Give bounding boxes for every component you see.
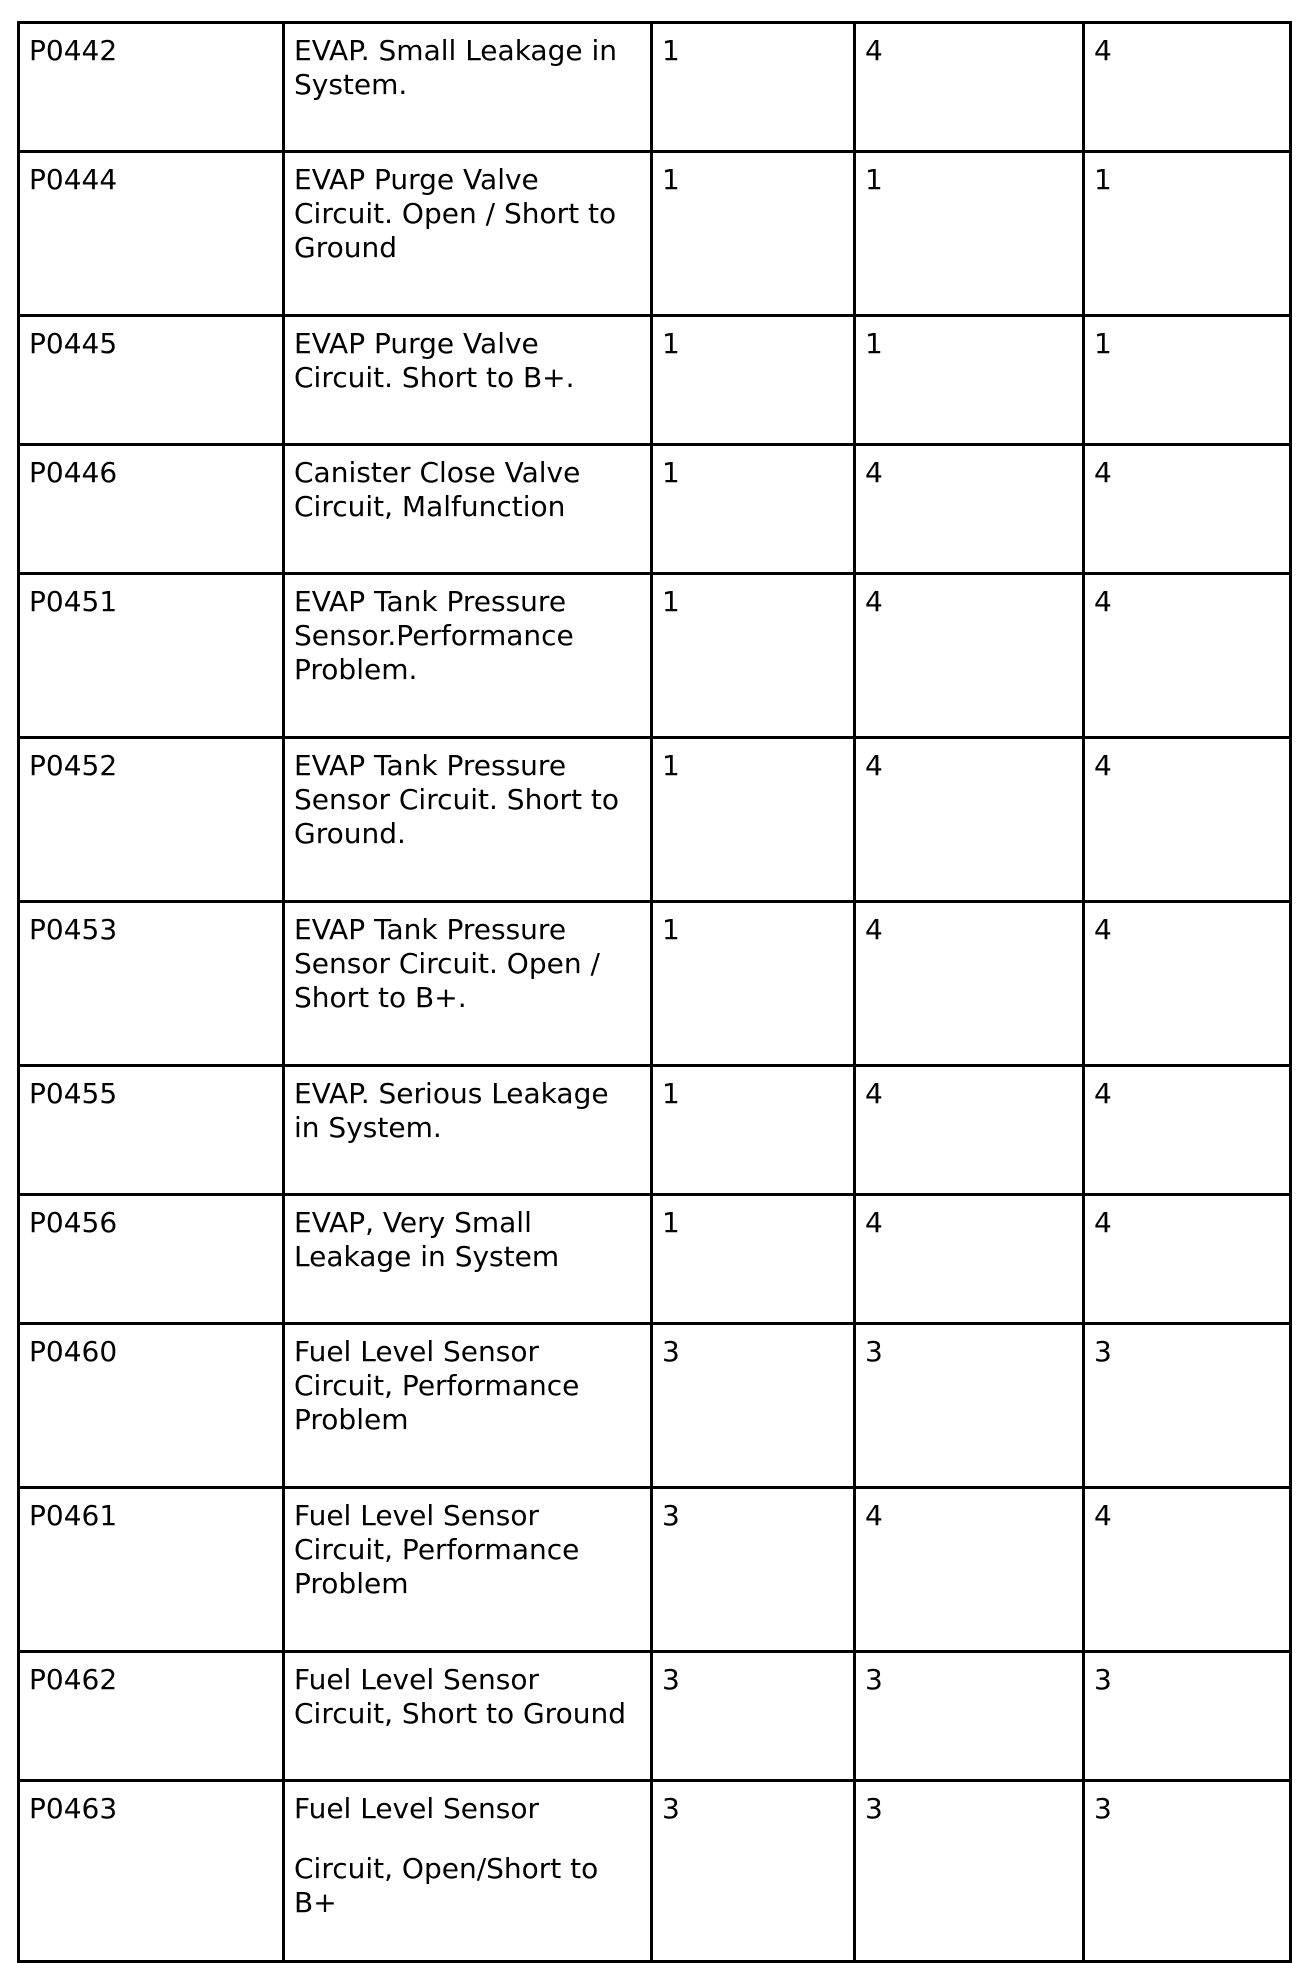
table-row (19, 1652, 1291, 1781)
table-row (19, 152, 1291, 316)
value-cell-3: 4 (1084, 23, 1291, 152)
description-line: Problem. (294, 653, 418, 686)
value-cell-1: 1 (652, 152, 855, 316)
description-line: EVAP. Serious Leakage (294, 1077, 609, 1110)
dtc-description-cell (284, 316, 652, 445)
table-row (19, 316, 1291, 445)
table-row (19, 902, 1291, 1066)
value-cell-2: 1 (855, 152, 1084, 316)
description-line: Circuit. Short to B+. (294, 361, 575, 394)
description-line: Problem (294, 1567, 409, 1600)
table-row (19, 23, 1291, 152)
description-line: B+ (294, 1886, 337, 1919)
description-line: Fuel Level Sensor (294, 1792, 540, 1825)
dtc-code-cell: P0456 (19, 1195, 284, 1324)
dtc-description-cell (284, 445, 652, 574)
description-gap (294, 1826, 642, 1852)
description-line: Fuel Level Sensor (294, 1335, 540, 1368)
dtc-code-cell: P0451 (19, 574, 284, 738)
value-cell-2: 4 (855, 1488, 1084, 1652)
value-cell-2: 3 (855, 1652, 1084, 1781)
description-line: Ground (294, 231, 397, 264)
table-row (19, 574, 1291, 738)
description-line: Short to B+. (294, 981, 467, 1014)
value-cell-2: 4 (855, 1195, 1084, 1324)
dtc-code-cell: P0453 (19, 902, 284, 1066)
description-line: Ground. (294, 817, 406, 850)
description-line: Fuel Level Sensor (294, 1663, 540, 1696)
description-line: Sensor Circuit. Short to (294, 783, 619, 816)
description-line: EVAP Purge Valve (294, 163, 539, 196)
dtc-table (17, 21, 1292, 1963)
description-line: EVAP Tank Pressure (294, 749, 567, 782)
value-cell-3: 1 (1084, 316, 1291, 445)
value-cell-3: 4 (1084, 445, 1291, 574)
description-line: in System. (294, 1111, 442, 1144)
dtc-description-cell (284, 574, 652, 738)
value-cell-3: 4 (1084, 902, 1291, 1066)
dtc-description-cell (284, 1781, 652, 1962)
value-cell-3: 4 (1084, 1488, 1291, 1652)
table-row (19, 1066, 1291, 1195)
description-line: Circuit, Performance (294, 1533, 580, 1566)
table-row (19, 445, 1291, 574)
dtc-description-cell (284, 23, 652, 152)
value-cell-1: 1 (652, 1195, 855, 1324)
value-cell-2: 4 (855, 1066, 1084, 1195)
value-cell-2: 4 (855, 574, 1084, 738)
value-cell-3: 4 (1084, 574, 1291, 738)
value-cell-3: 4 (1084, 1195, 1291, 1324)
dtc-description-cell (284, 1066, 652, 1195)
dtc-code-cell: P0462 (19, 1652, 284, 1781)
description-line: EVAP Tank Pressure (294, 585, 567, 618)
description-line: Circuit, Open/Short to (294, 1852, 599, 1885)
value-cell-1: 1 (652, 23, 855, 152)
value-cell-1: 1 (652, 902, 855, 1066)
description-line: EVAP Purge Valve (294, 327, 539, 360)
dtc-code-cell: P0452 (19, 738, 284, 902)
dtc-description-cell (284, 738, 652, 902)
table-row (19, 738, 1291, 902)
description-line: Sensor Circuit. Open / (294, 947, 600, 980)
value-cell-2: 1 (855, 316, 1084, 445)
dtc-code-cell: P0444 (19, 152, 284, 316)
dtc-code-cell: P0445 (19, 316, 284, 445)
value-cell-1: 1 (652, 738, 855, 902)
description-line: Circuit, Performance (294, 1369, 580, 1402)
description-line: Canister Close Valve (294, 456, 581, 489)
value-cell-2: 4 (855, 738, 1084, 902)
dtc-code-cell: P0455 (19, 1066, 284, 1195)
description-line: Circuit. Open / Short to (294, 197, 617, 230)
value-cell-1: 3 (652, 1781, 855, 1962)
value-cell-3: 3 (1084, 1652, 1291, 1781)
value-cell-2: 4 (855, 902, 1084, 1066)
dtc-code-cell: P0442 (19, 23, 284, 152)
value-cell-3: 1 (1084, 152, 1291, 316)
description-line: Circuit, Malfunction (294, 490, 566, 523)
dtc-code-cell: P0460 (19, 1324, 284, 1488)
value-cell-2: 3 (855, 1781, 1084, 1962)
description-line: Sensor.Performance (294, 619, 574, 652)
value-cell-3: 3 (1084, 1324, 1291, 1488)
description-line: Leakage in System (294, 1240, 560, 1273)
dtc-description-cell (284, 1324, 652, 1488)
description-line: EVAP Tank Pressure (294, 913, 567, 946)
dtc-code-cell: P0446 (19, 445, 284, 574)
value-cell-3: 4 (1084, 1066, 1291, 1195)
dtc-description-cell (284, 1488, 652, 1652)
value-cell-2: 3 (855, 1324, 1084, 1488)
dtc-description-cell (284, 1195, 652, 1324)
value-cell-2: 4 (855, 23, 1084, 152)
value-cell-1: 3 (652, 1652, 855, 1781)
value-cell-3: 3 (1084, 1781, 1291, 1962)
description-line: Circuit, Short to Ground (294, 1697, 626, 1730)
description-line: Fuel Level Sensor (294, 1499, 540, 1532)
description-line: Problem (294, 1403, 409, 1436)
dtc-code-cell: P0463 (19, 1781, 284, 1962)
dtc-description-cell (284, 902, 652, 1066)
table-row (19, 1324, 1291, 1488)
value-cell-1: 1 (652, 445, 855, 574)
value-cell-2: 4 (855, 445, 1084, 574)
value-cell-1: 1 (652, 1066, 855, 1195)
value-cell-1: 3 (652, 1488, 855, 1652)
table-row (19, 1781, 1291, 1962)
table-row (19, 1488, 1291, 1652)
value-cell-1: 3 (652, 1324, 855, 1488)
dtc-table-body (19, 23, 1291, 1962)
dtc-description-cell (284, 152, 652, 316)
description-line: EVAP. Small Leakage in (294, 34, 617, 67)
dtc-description-cell (284, 1652, 652, 1781)
value-cell-1: 1 (652, 574, 855, 738)
description-line: System. (294, 68, 408, 101)
value-cell-3: 4 (1084, 738, 1291, 902)
dtc-code-cell: P0461 (19, 1488, 284, 1652)
description-line: EVAP, Very Small (294, 1206, 532, 1239)
table-row (19, 1195, 1291, 1324)
value-cell-1: 1 (652, 316, 855, 445)
